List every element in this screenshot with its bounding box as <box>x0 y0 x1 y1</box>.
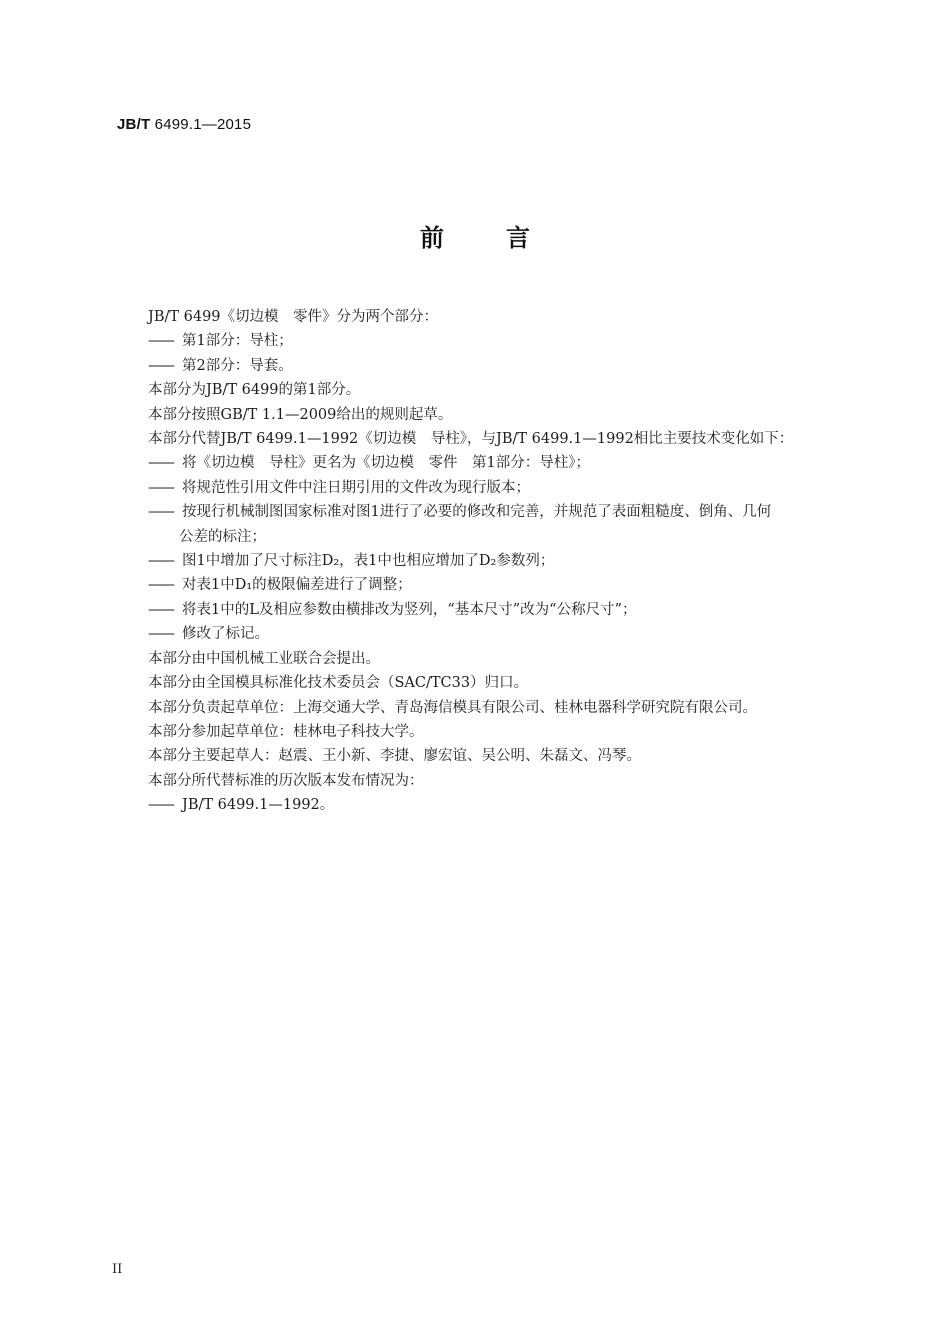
paragraph-line <box>148 720 868 744</box>
line-text: 本部分参加起草单位：桂林电子科技大学。 <box>148 723 424 740</box>
line-text: JB/T 6499.1—1992。 <box>182 797 335 814</box>
dash-marker: —— <box>148 455 173 472</box>
page-number: II <box>112 1262 123 1277</box>
foreword-body <box>148 305 868 818</box>
paragraph-line <box>148 671 868 695</box>
line-text: 本部分由中国机械工业联合会提出。 <box>148 650 380 667</box>
paragraph-line <box>148 403 868 427</box>
line-text: 将规范性引用文件中注日期引用的文件改为现行版本； <box>182 479 530 496</box>
line-text: 将表1中的L及相应参数由横排改为竖列，“基本尺寸”改为“公称尺寸”； <box>182 601 637 618</box>
paragraph-line <box>148 769 868 793</box>
line-text: 本部分按照GB/T 1.1—2009给出的规则起草。 <box>148 406 453 423</box>
line-text: 本部分为JB/T 6499的第1部分。 <box>148 382 361 399</box>
list-item <box>148 598 868 622</box>
standard-code-header <box>117 116 251 133</box>
paragraph-line <box>148 378 868 402</box>
list-item <box>148 500 868 524</box>
line-text: JB/T 6499《切边模 零件》分为两个部分： <box>148 309 439 325</box>
standard-code-number: 6499.1—2015 <box>150 116 252 133</box>
list-item-continuation <box>148 525 868 549</box>
dash-marker: —— <box>148 357 173 374</box>
dash-marker: —— <box>148 626 173 643</box>
list-item <box>148 476 868 500</box>
line-text: 将《切边模 导柱》更名为《切边模 零件 第1部分：导柱》； <box>182 455 590 472</box>
dash-marker: —— <box>148 553 173 570</box>
paragraph-line <box>148 744 868 768</box>
line-text: 本部分所代替标准的历次版本发布情况为： <box>148 772 424 789</box>
page-title: 前言 <box>420 224 592 252</box>
line-text: 修改了标记。 <box>182 626 269 643</box>
paragraph-line <box>148 647 868 671</box>
list-item <box>148 573 868 597</box>
dash-marker: —— <box>148 797 173 814</box>
line-text: 本部分代替JB/T 6499.1—1992《切边模 导柱》，与JB/T 6499.1—1992相比主要技术变化如下： <box>148 431 794 448</box>
dash-marker: —— <box>148 577 173 594</box>
list-item <box>148 451 868 475</box>
list-item <box>148 793 868 817</box>
paragraph-line <box>148 305 868 329</box>
list-item <box>148 329 868 353</box>
dash-marker: —— <box>148 333 173 350</box>
line-text: 第2部分：导套。 <box>182 357 293 374</box>
standard-code-prefix: JB/T <box>117 116 151 133</box>
list-item <box>148 622 868 646</box>
paragraph-line <box>148 427 868 451</box>
dash-marker: —— <box>148 601 173 618</box>
line-text: 第1部分：导柱； <box>182 333 293 350</box>
list-item <box>148 549 868 573</box>
line-text: 图1中增加了尺寸标注D₂，表1中也相应增加了D₂参数列； <box>182 553 555 570</box>
paragraph-line <box>148 696 868 720</box>
line-text: 公差的标注； <box>179 528 266 545</box>
dash-marker: —— <box>148 504 173 521</box>
line-text: 本部分负责起草单位：上海交通大学、青岛海信模具有限公司、桂林电器科学研究院有限公司。 <box>148 699 757 716</box>
line-text: 本部分由全国模具标准化技术委员会（SAC/TC33）归口。 <box>148 675 529 692</box>
dash-marker: —— <box>148 479 173 496</box>
list-item <box>148 354 868 378</box>
line-text: 对表1中D₁的极限偏差进行了调整； <box>182 577 412 594</box>
line-text: 本部分主要起草人：赵震、王小新、李捷、廖宏谊、吴公明、朱磊文、冯琴。 <box>148 748 641 765</box>
line-text: 按现行机械制图国家标准对图1进行了必要的修改和完善，并规范了表面粗糙度、倒角、几何 <box>182 504 772 521</box>
